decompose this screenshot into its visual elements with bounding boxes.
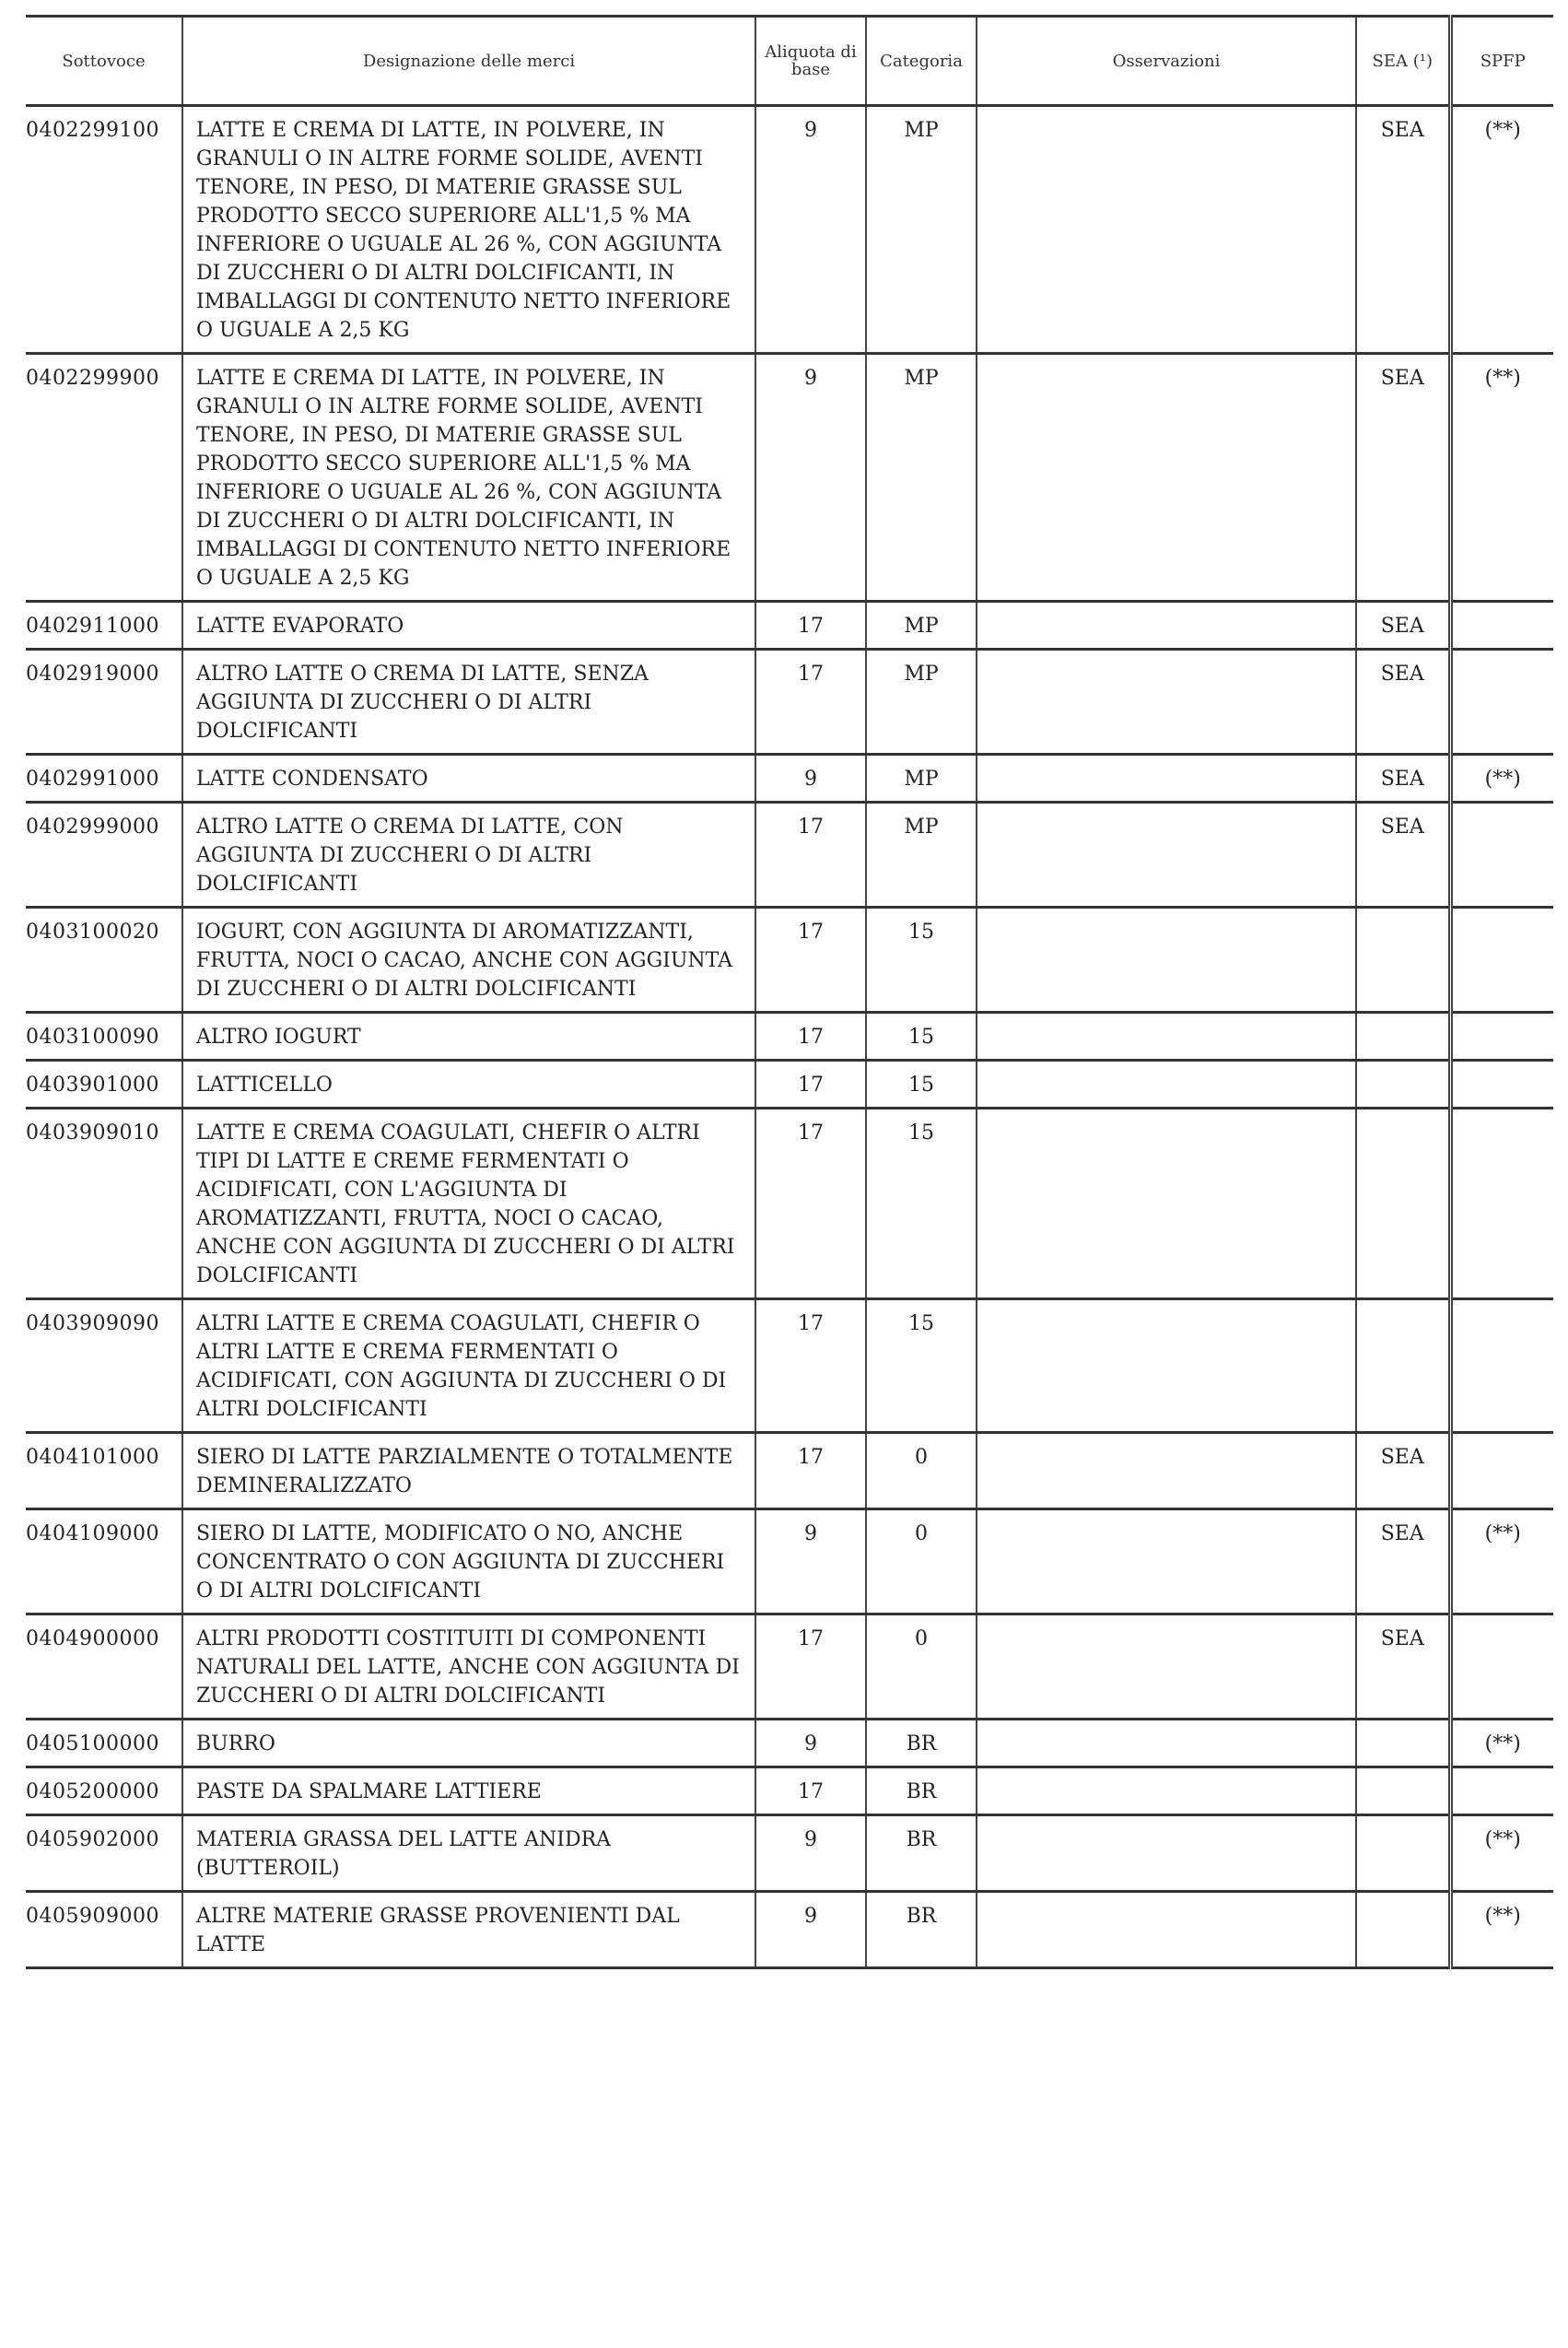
cell-spfp <box>1450 650 1553 755</box>
cell-description: LATTE E CREMA DI LATTE, IN POLVERE, IN GRANULI O IN ALTRE FORME SOLIDE, AVENTI TENORE, IN PESO, DI MATERIE GRASSE SUL PRODOTTO SECCO SUPERIORE ALL'1,5 % MA INFERIORE O UGUALE AL 26 %, CON AGGIUNTA DI ZUCCHERI O DI ALTRI DOLCIFICANTI, IN IMBALLAGGI DI CONTENUTO NETTO INFERIORE O UGUALE A 2,5 KG <box>182 106 755 354</box>
cell-spfp <box>1450 1061 1553 1109</box>
table-row <box>26 1767 1553 1815</box>
cell-observations <box>977 1299 1356 1433</box>
cell-observations <box>977 1433 1356 1509</box>
cell-spfp: (**) <box>1450 106 1553 354</box>
cell-observations <box>977 908 1356 1013</box>
cell-rate: 17 <box>755 1767 866 1815</box>
cell-spfp: (**) <box>1450 1720 1553 1767</box>
cell-rate: 17 <box>755 602 866 650</box>
cell-code: 0405902000 <box>26 1815 182 1892</box>
cell-observations <box>977 1614 1356 1720</box>
cell-observations <box>977 106 1356 354</box>
cell-description: ALTRI LATTE E CREMA COAGULATI, CHEFIR O ALTRI LATTE E CREMA FERMENTATI O ACIDIFICATI, CON AGGIUNTA DI ZUCCHERI O DI ALTRI DOLCIFICANTI <box>182 1299 755 1433</box>
cell-description: LATTE E CREMA COAGULATI, CHEFIR O ALTRI TIPI DI LATTE E CREME FERMENTATI O ACIDIFICATI, CON L'AGGIUNTA DI AROMATIZZANTI, FRUTTA, NOCI O CACAO, ANCHE CON AGGIUNTA DI ZUCCHERI O DI ALTRI DOLCIFICANTI <box>182 1109 755 1299</box>
cell-description: LATTE EVAPORATO <box>182 602 755 650</box>
cell-spfp: (**) <box>1450 1892 1553 1968</box>
cell-rate: 17 <box>755 1013 866 1061</box>
table-row <box>26 908 1553 1013</box>
cell-category: 0 <box>866 1433 977 1509</box>
cell-category: 15 <box>866 1299 977 1433</box>
cell-description: SIERO DI LATTE PARZIALMENTE O TOTALMENTE DEMINERALIZZATO <box>182 1433 755 1509</box>
cell-observations <box>977 1509 1356 1614</box>
cell-code: 0403100090 <box>26 1013 182 1061</box>
cell-observations <box>977 1892 1356 1968</box>
cell-spfp <box>1450 1109 1553 1299</box>
cell-sea <box>1356 1109 1450 1299</box>
table-row <box>26 1433 1553 1509</box>
cell-rate: 9 <box>755 106 866 354</box>
cell-sea: SEA <box>1356 1433 1450 1509</box>
table-row <box>26 354 1553 602</box>
cell-code: 0402299900 <box>26 354 182 602</box>
cell-spfp <box>1450 803 1553 908</box>
table-row <box>26 1013 1553 1061</box>
cell-category: 15 <box>866 1061 977 1109</box>
cell-code: 0402999000 <box>26 803 182 908</box>
cell-sea <box>1356 1061 1450 1109</box>
cell-description: ALTRO IOGURT <box>182 1013 755 1061</box>
cell-description: MATERIA GRASSA DEL LATTE ANIDRA (BUTTEROIL) <box>182 1815 755 1892</box>
cell-code: 0402911000 <box>26 602 182 650</box>
cell-category: MP <box>866 650 977 755</box>
cell-category: BR <box>866 1767 977 1815</box>
cell-description: PASTE DA SPALMARE LATTIERE <box>182 1767 755 1815</box>
cell-observations <box>977 1720 1356 1767</box>
cell-spfp: (**) <box>1450 1815 1553 1892</box>
cell-observations <box>977 803 1356 908</box>
cell-category: 15 <box>866 908 977 1013</box>
cell-code: 0403901000 <box>26 1061 182 1109</box>
cell-rate: 17 <box>755 908 866 1013</box>
cell-description: ALTRO LATTE O CREMA DI LATTE, CON AGGIUNTA DI ZUCCHERI O DI ALTRI DOLCIFICANTI <box>182 803 755 908</box>
table-row <box>26 106 1553 354</box>
header-code: Sottovoce <box>26 17 182 106</box>
cell-rate: 9 <box>755 755 866 803</box>
cell-description: BURRO <box>182 1720 755 1767</box>
cell-category: BR <box>866 1815 977 1892</box>
header-category: Categoria <box>866 17 977 106</box>
table-row <box>26 1720 1553 1767</box>
cell-rate: 9 <box>755 1892 866 1968</box>
cell-description: ALTRO LATTE O CREMA DI LATTE, SENZA AGGIUNTA DI ZUCCHERI O DI ALTRI DOLCIFICANTI <box>182 650 755 755</box>
cell-sea: SEA <box>1356 1614 1450 1720</box>
cell-observations <box>977 1061 1356 1109</box>
table-row <box>26 1299 1553 1433</box>
cell-spfp: (**) <box>1450 755 1553 803</box>
cell-rate: 17 <box>755 1433 866 1509</box>
cell-code: 0402299100 <box>26 106 182 354</box>
cell-category: BR <box>866 1892 977 1968</box>
cell-sea <box>1356 1815 1450 1892</box>
cell-observations <box>977 650 1356 755</box>
cell-rate: 17 <box>755 1614 866 1720</box>
cell-category: 0 <box>866 1614 977 1720</box>
cell-spfp <box>1450 1614 1553 1720</box>
tariff-table <box>26 15 1553 1969</box>
cell-sea <box>1356 1767 1450 1815</box>
cell-rate: 17 <box>755 1109 866 1299</box>
cell-rate: 9 <box>755 354 866 602</box>
cell-spfp <box>1450 1767 1553 1815</box>
header-observations: Osservazioni <box>977 17 1356 106</box>
cell-code: 0404900000 <box>26 1614 182 1720</box>
cell-spfp: (**) <box>1450 1509 1553 1614</box>
cell-sea <box>1356 1299 1450 1433</box>
cell-spfp <box>1450 1013 1553 1061</box>
cell-sea <box>1356 1892 1450 1968</box>
header-description: Designazione delle merci <box>182 17 755 106</box>
cell-sea: SEA <box>1356 106 1450 354</box>
cell-rate: 9 <box>755 1720 866 1767</box>
cell-code: 0404109000 <box>26 1509 182 1614</box>
cell-observations <box>977 1815 1356 1892</box>
cell-observations <box>977 602 1356 650</box>
cell-spfp <box>1450 1433 1553 1509</box>
cell-description: IOGURT, CON AGGIUNTA DI AROMATIZZANTI, FRUTTA, NOCI O CACAO, ANCHE CON AGGIUNTA DI ZUCCHERI O DI ALTRI DOLCIFICANTI <box>182 908 755 1013</box>
table-row <box>26 803 1553 908</box>
cell-code: 0403909090 <box>26 1299 182 1433</box>
cell-category: 0 <box>866 1509 977 1614</box>
cell-description: SIERO DI LATTE, MODIFICATO O NO, ANCHE CONCENTRATO O CON AGGIUNTA DI ZUCCHERI O DI ALTRI DOLCIFICANTI <box>182 1509 755 1614</box>
cell-sea: SEA <box>1356 803 1450 908</box>
cell-category: 15 <box>866 1013 977 1061</box>
cell-category: MP <box>866 602 977 650</box>
cell-sea: SEA <box>1356 1509 1450 1614</box>
cell-code: 0405200000 <box>26 1767 182 1815</box>
cell-code: 0402991000 <box>26 755 182 803</box>
cell-description: LATTE E CREMA DI LATTE, IN POLVERE, IN GRANULI O IN ALTRE FORME SOLIDE, AVENTI TENORE, IN PESO, DI MATERIE GRASSE SUL PRODOTTO SECCO SUPERIORE ALL'1,5 % MA INFERIORE O UGUALE AL 26 %, CON AGGIUNTA DI ZUCCHERI O DI ALTRI DOLCIFICANTI, IN IMBALLAGGI DI CONTENUTO NETTO INFERIORE O UGUALE A 2,5 KG <box>182 354 755 602</box>
cell-sea: SEA <box>1356 755 1450 803</box>
cell-observations <box>977 354 1356 602</box>
cell-description: ALTRI PRODOTTI COSTITUITI DI COMPONENTI NATURALI DEL LATTE, ANCHE CON AGGIUNTA DI ZUCCHERI O DI ALTRI DOLCIFICANTI <box>182 1614 755 1720</box>
cell-rate: 17 <box>755 1299 866 1433</box>
table-row <box>26 1614 1553 1720</box>
table-row <box>26 755 1553 803</box>
cell-rate: 9 <box>755 1509 866 1614</box>
cell-code: 0403909010 <box>26 1109 182 1299</box>
table-row <box>26 602 1553 650</box>
cell-sea <box>1356 1720 1450 1767</box>
cell-sea <box>1356 908 1450 1013</box>
cell-spfp <box>1450 602 1553 650</box>
header-sea: SEA (¹) <box>1356 17 1450 106</box>
table-row <box>26 1892 1553 1968</box>
cell-rate: 17 <box>755 650 866 755</box>
table-row <box>26 1109 1553 1299</box>
cell-rate: 9 <box>755 1815 866 1892</box>
cell-spfp <box>1450 1299 1553 1433</box>
cell-observations <box>977 1767 1356 1815</box>
table-row <box>26 1815 1553 1892</box>
cell-rate: 17 <box>755 1061 866 1109</box>
cell-code: 0404101000 <box>26 1433 182 1509</box>
cell-sea: SEA <box>1356 602 1450 650</box>
cell-category: BR <box>866 1720 977 1767</box>
cell-code: 0402919000 <box>26 650 182 755</box>
cell-category: MP <box>866 106 977 354</box>
cell-rate: 17 <box>755 803 866 908</box>
cell-description: ALTRE MATERIE GRASSE PROVENIENTI DAL LATTE <box>182 1892 755 1968</box>
cell-spfp <box>1450 908 1553 1013</box>
cell-category: MP <box>866 354 977 602</box>
cell-observations <box>977 1109 1356 1299</box>
cell-description: LATTICELLO <box>182 1061 755 1109</box>
table-row <box>26 650 1553 755</box>
cell-sea: SEA <box>1356 354 1450 602</box>
header-spfp: SPFP <box>1450 17 1553 106</box>
cell-code: 0403100020 <box>26 908 182 1013</box>
cell-code: 0405909000 <box>26 1892 182 1968</box>
table-row <box>26 1061 1553 1109</box>
table-header-row <box>26 17 1553 106</box>
cell-sea <box>1356 1013 1450 1061</box>
cell-sea: SEA <box>1356 650 1450 755</box>
cell-observations <box>977 1013 1356 1061</box>
cell-category: 15 <box>866 1109 977 1299</box>
header-rate: Aliquota di base <box>755 17 866 106</box>
cell-category: MP <box>866 803 977 908</box>
cell-observations <box>977 755 1356 803</box>
table-row <box>26 1509 1553 1614</box>
cell-code: 0405100000 <box>26 1720 182 1767</box>
cell-category: MP <box>866 755 977 803</box>
cell-spfp: (**) <box>1450 354 1553 602</box>
cell-description: LATTE CONDENSATO <box>182 755 755 803</box>
